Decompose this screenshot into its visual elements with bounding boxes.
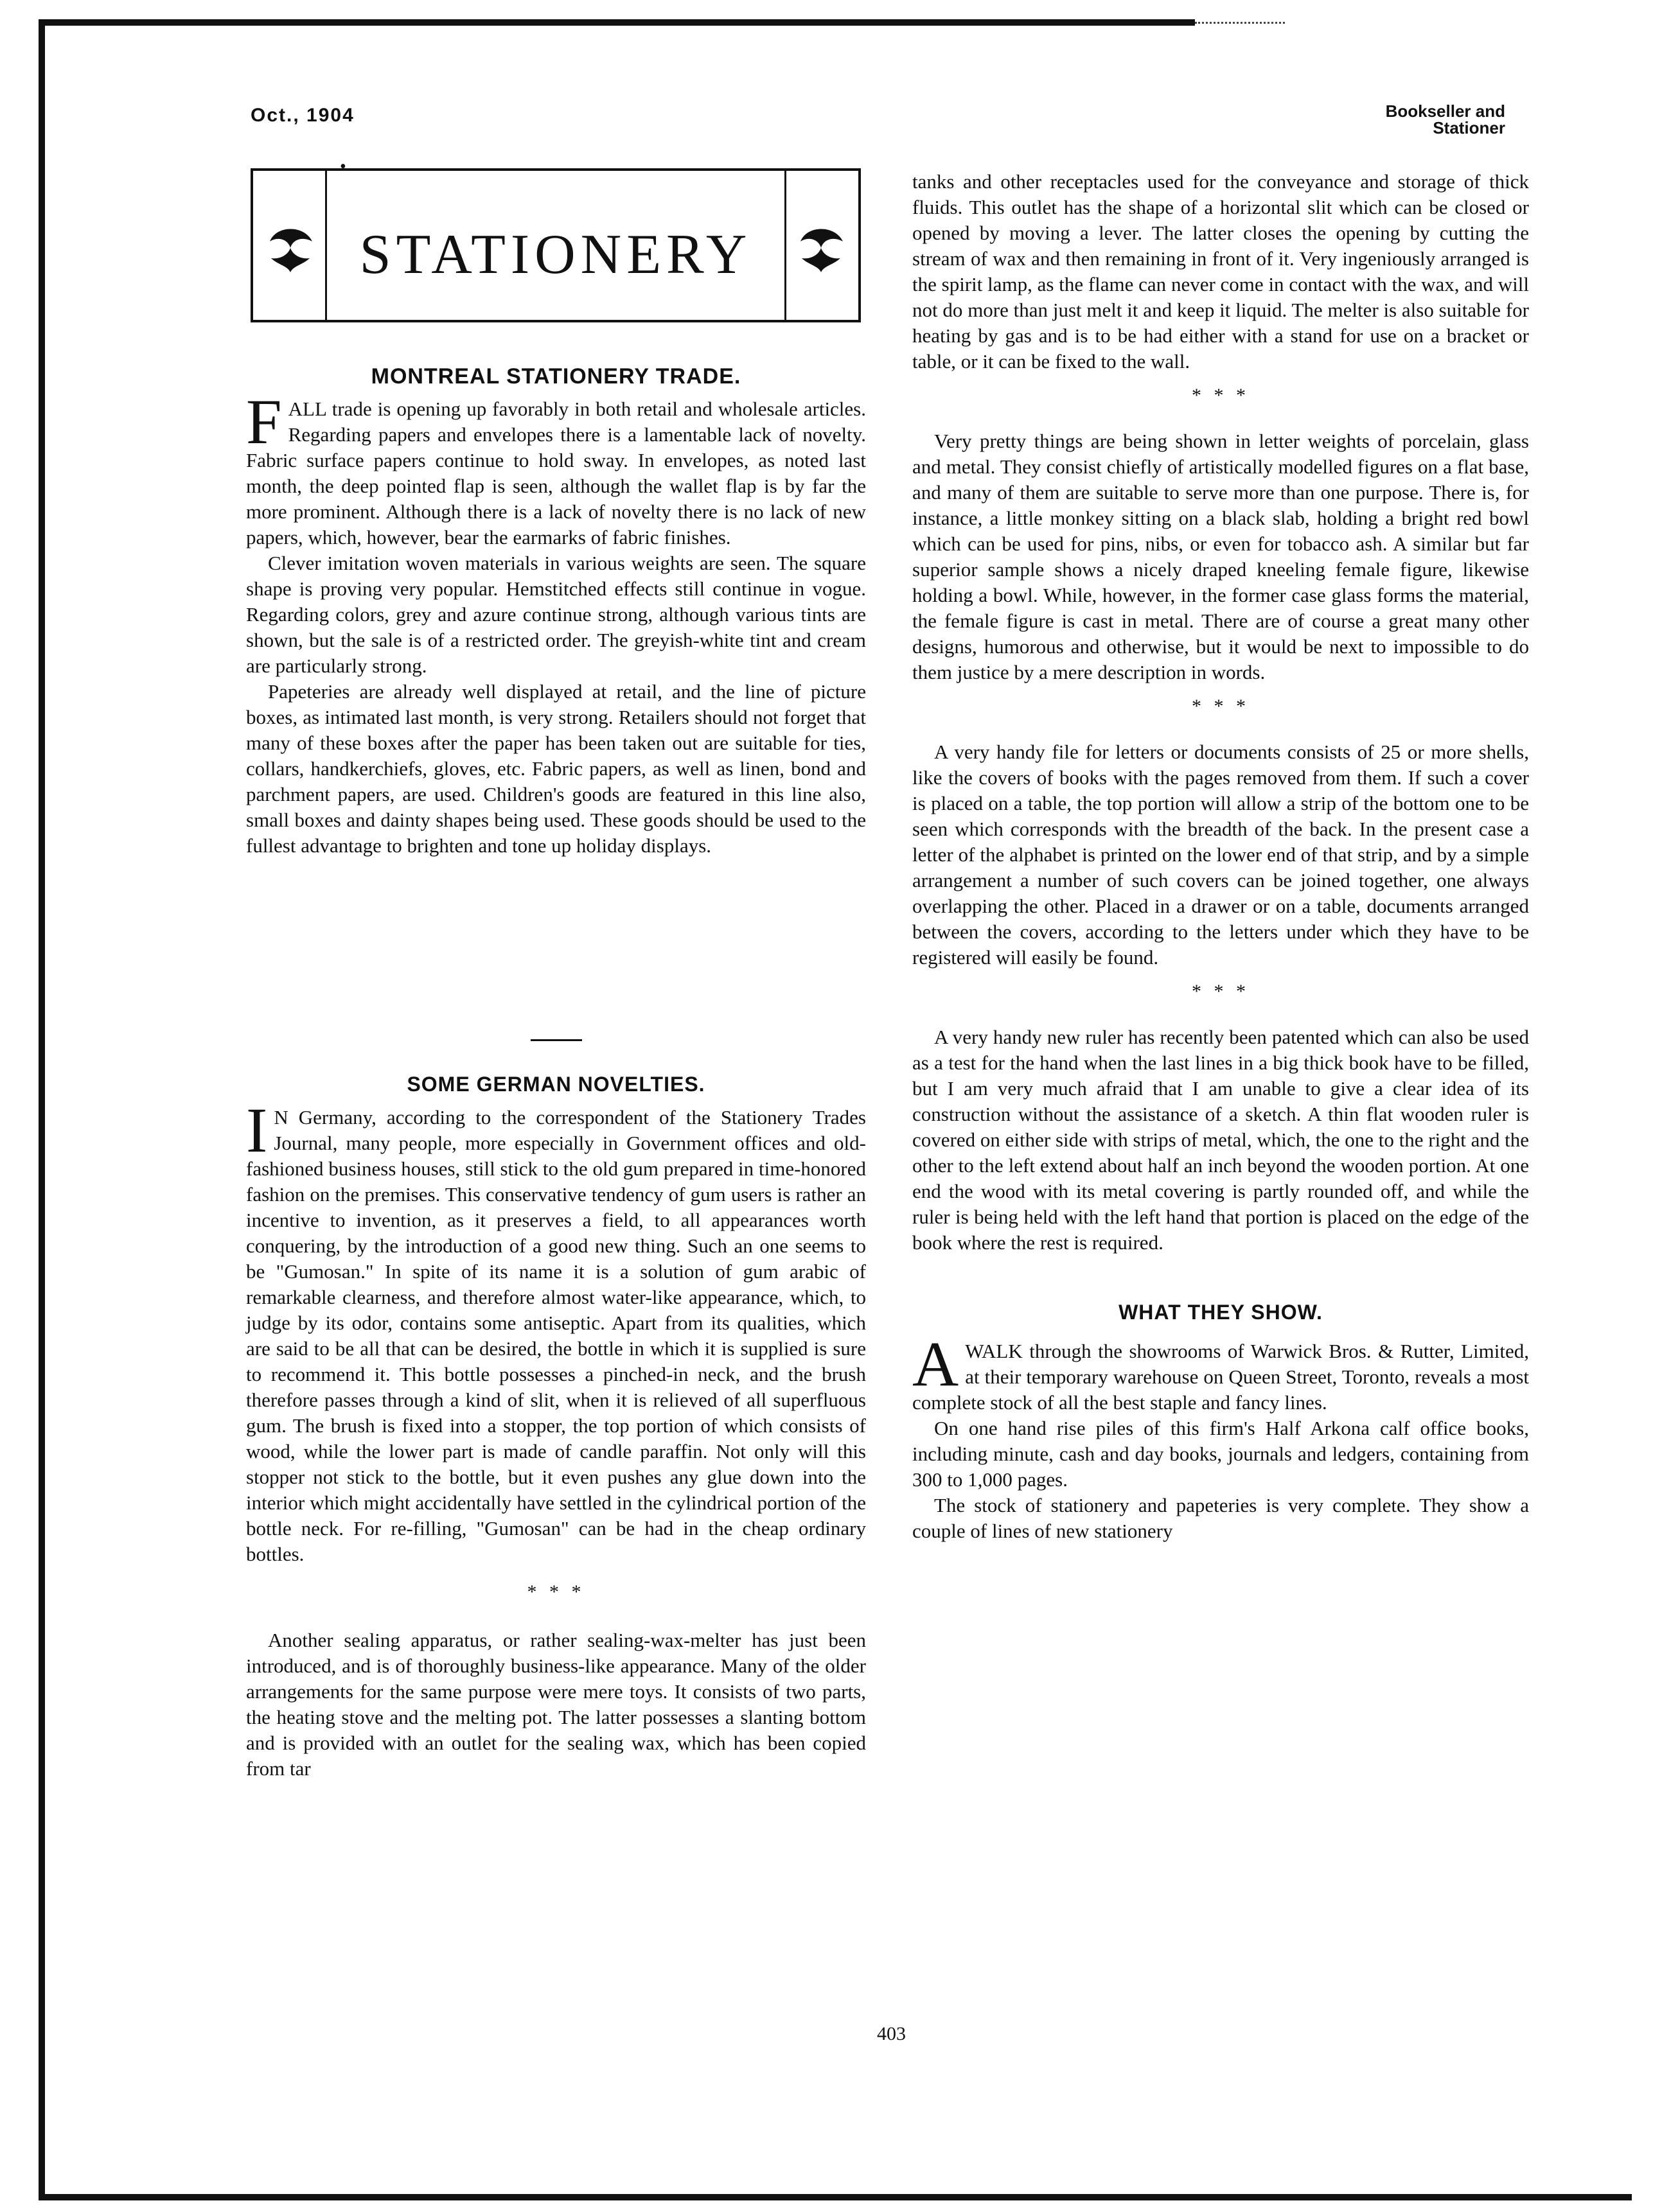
montreal-article (246, 386, 866, 859)
publication-name-line2: Stationer (1433, 118, 1505, 137)
drop-cap: I (246, 1094, 268, 1166)
publication-name-line1: Bookseller and (1385, 101, 1505, 121)
article-paragraph: On one hand rise piles of this firm's Half Arkona calf office books, including minute, cash and day books, journals and ledgers, containing from 300 to 1,000 pages. (912, 1417, 1529, 1491)
article-paragraph: AWALK through the showrooms of Warwick Bros. & Rutter, Limited, at their temporary warehouse on Queen Street, Toronto, reveals a most complete stock of all the best staple and fancy lines. (912, 1328, 1529, 1414)
separator-stars: * * * (527, 1581, 585, 1602)
separator-stars: * * * (1192, 981, 1250, 1002)
article-paragraph: Clever imitation woven materials in various weights are seen. The square shape is proving very popular. Hemstitched effects still continue in vogue. Regarding colors, grey and azure continue strong, although various tints are shown, but the sale is of a restricted order. The greyish-white tint and cream are particularly strong. (246, 552, 866, 677)
drop-cap: A (912, 1328, 959, 1400)
article-paragraph: tanks and other receptacles used for the conveyance and storage of thick fluids. This outlet has the shape of a horizontal slit which can be closed or opened by moving a lever. The latter closes the opening by cutting the stream of wax and then remaining in front of it. Very ingeniously arranged is the spirit lamp, as the flame can never come in contact with the wax, and will not do more than just melt it and keep it liquid. The melter is also suitable for heating by gas and is to be had either with a stand for use on a bracket or table, or it can be fixed to the wall. (912, 170, 1529, 373)
article-paragraph: Papeteries are already well displayed at retail, and the line of picture boxes, as intimated last month, is very strong. Retailers should not forget that many of these boxes after the paper has been taken out are suitable for ties, collars, handkerchiefs, gloves, etc. Fabric papers, as well as linen, bond and parchment papers, are used. Children's goods are featured in this line also, small boxes and dainty shapes being used. These goods should be used to the fullest advantage to brighten and tone up holiday displays. (246, 680, 866, 857)
section-heading-montreal: MONTREAL STATIONERY TRADE. (371, 364, 741, 389)
fleuron-icon (795, 222, 847, 274)
issue-date: Oct., 1904 (251, 105, 355, 126)
section-heading-what-they-show: WHAT THEY SHOW. (1118, 1301, 1323, 1324)
article-paragraph: I N Germany, according to the correspondent of the Stationery Trades Journal, many people, more especially in Government offices and old-fashioned business houses, still stick to the old gum prepared in time-honored fashion on the premises. This conservative tendency of gum users is rather an incentive to invention, as it preserves a field, to all appearances worth conquering, by the introduction of a good new thing. Such an one seems to be "Gumosan." In spite of its name it is a solution of gum arabic of remarkable clearness, and therefore almost water-like appearance, which, to judge by its odor, contains some antiseptic. Apart from its qualities, which are said to be all that can be desired, the bottle in which it is supplied is sure to recommend it. This bottle possesses a pinched-in neck, and the brush therefore passes through a kind of slit, when it is relieved of all superfluous gum. The brush is fixed into a stopper, the top portion of which consists of wood, while the lower part is made of candle paraffin. Not only will this stopper not stick to the bottle, but it even pushes any glue down into the interior which might accidentally have settled in the cylindrical portion of the bottle neck. For re-filling, "Gumosan" can be had in the cheap ordinary bottles. (246, 1094, 866, 1565)
drop-cap: F (246, 386, 282, 457)
article-paragraph: FALL trade is opening up favorably in both retail and wholesale articles. Regarding papers and envelopes there is a lamentable lack of novelty. Fabric surface papers continue to hold sway. In envelopes, as noted last month, the deep pointed flap is seen, although the wallet flap is by far the more prominent. Although there is a lack of novelty there is no lack of new papers, which, however, bear the earmarks of fabric finishes. (246, 386, 866, 549)
separator-stars: * * * (1192, 696, 1250, 717)
article-paragraph: A very handy new ruler has recently been patented which can also be used as a test for the hand when the last lines in a big thick book have to be filled, but I am very much afraid that I am unable to give a clear idea of its construction without the assistance of a sketch. A thin flat wooden ruler is covered on either side with strips of metal, which, the one to the right and the other to the left extend about half an inch beyond the wooden portion. At one end the wood with its metal covering is partly rounded off, and while the ruler is being held with the left hand that portion is placed on the edge of the book where the rest is required. (912, 1026, 1529, 1254)
top-border-rule (39, 19, 1195, 26)
section-banner (251, 157, 861, 322)
banner-inner-frame (325, 171, 786, 320)
section-heading-german: SOME GERMAN NOVELTIES. (407, 1073, 705, 1096)
publication-name (1386, 103, 1505, 136)
article-paragraph: The stock of stationery and papeteries is very complete. They show a couple of lines of new stationery (912, 1494, 1529, 1542)
banner-tick-mark: • (340, 157, 346, 177)
bottom-border-rule (39, 2194, 1632, 2200)
separator-stars: * * * (1192, 385, 1250, 406)
right-column-body (912, 169, 1529, 1544)
top-border-dots (1195, 22, 1285, 24)
fleuron-icon (265, 222, 316, 274)
section-divider (246, 1039, 866, 1041)
article-paragraph: Another sealing apparatus, or rather sealing-wax-melter has just been introduced, and is of thoroughly business-like appearance. Many of the older arrangements for the same purpose were mere toys. It consists of two parts, the heating stove and the melting pot. The latter possesses a slanting bottom and is provided with an outlet for the sealing wax, which has been copied from tar (246, 1629, 866, 1780)
article-paragraph: Very pretty things are being shown in letter weights of porcelain, glass and metal. They consist chiefly of artistically modelled figures on a flat base, and many of them are suitable to serve more than one purpose. There is, for instance, a little monkey sitting on a black slab, holding a bright red bowl which can be used for pins, nibs, or even for tobacco ash. A similar but far superior sample shows a nicely draped kneeling female figure, likewise holding a bowl. While, however, in the former case glass forms the material, the female figure is cast in metal. There are of course a great many other designs, humorous and otherwise, but it would be next to impossible to do them justice by a mere description in words. (912, 430, 1529, 683)
article-paragraph: A very handy file for letters or documents consists of 25 or more shells, like the covers of books with the pages removed from them. If such a cover is placed on a table, the top portion will allow a strip of the bottom one to be seen which corresponds with the breadth of the back. In the present case a letter of the alphabet is printed on the lower end of that strip, and by a simple arrangement a number of such covers can be joined together, one always overlapping the other. Placed in a drawer or on a table, documents arranged between the covers, according to the letters under which they have to be registered will easily be found. (912, 741, 1529, 969)
page-number: 403 (877, 2023, 906, 2044)
german-article (246, 1094, 866, 1782)
left-border-rule (39, 19, 45, 2197)
banner-title: STATIONERY (359, 224, 752, 286)
